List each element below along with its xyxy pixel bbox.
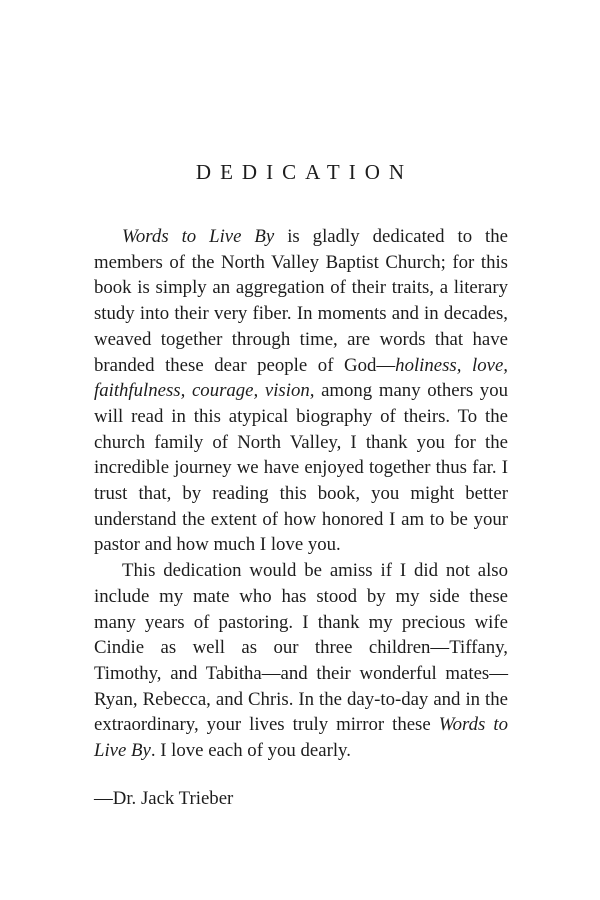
paragraph-text: among many others you will read in this atypical biography of theirs. To the church family of North Valley, I thank you for the incredible journey we have enjoyed together thus far. I trust that, by reading this book, you might better understand the extent of how honored I am to be your pastor and how much I love you. (94, 380, 508, 556)
dedication-body (94, 224, 508, 811)
virtues-italic: holiness, love, faithfulness, courage, vision, (94, 354, 508, 402)
paragraph-text: This dedication would be amiss if I did not also include my mate who has stood by my side these many years of pastoring. I thank my precious wife Cindie as well as our three children—Tiffany, Timothy, and Tabitha—and their wonderful mates—Ryan, Rebecca, and Chris. In the day-to-day and in the extraordinary, your lives truly mirror these (94, 560, 508, 736)
page-title: DEDICATION (195, 160, 414, 184)
paragraph-text: is gladly dedicated to the members of the North Valley Baptist Church; for this book is simply an aggregation of their traits, a literary study into their very fiber. In moments and in decades, weaved together through time, are words that have branded these dear people of God— (94, 226, 509, 376)
paragraph-2 (94, 558, 508, 764)
paragraph-text: . I love each of you dearly. (150, 740, 351, 762)
book-title-italic: Words to Live By (94, 714, 508, 762)
paragraph-1 (94, 224, 508, 558)
author-signature: —Dr. Jack Trieber (94, 787, 234, 809)
book-title-italic: Words to Live By (122, 226, 275, 247)
